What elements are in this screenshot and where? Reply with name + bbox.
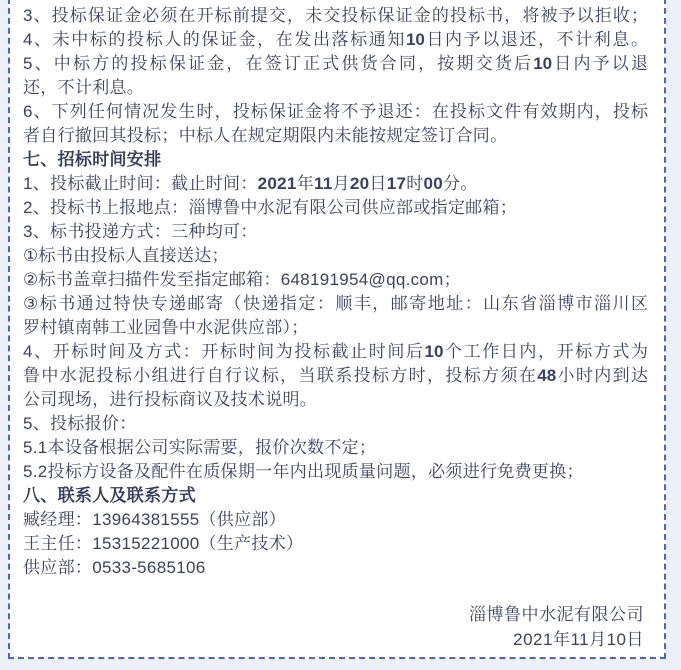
text-segment: 王主任：15315221000（生产技术） <box>23 534 304 553</box>
document-lines <box>23 4 648 580</box>
text-line <box>23 100 648 124</box>
text-segment: 5.1本设备根据公司实际需要，报价次数不定； <box>23 438 377 457</box>
text-line <box>23 196 648 220</box>
text-segment: 者自行撤回其投标；中标人在规定期限内未能按规定签订合同。 <box>23 126 508 145</box>
signature-block <box>23 602 648 652</box>
text-segment: 11 <box>314 174 333 193</box>
text-line <box>23 556 648 580</box>
text-segment: ①标书由投标人直接送达； <box>23 246 229 265</box>
text-segment: 10 <box>424 342 444 361</box>
text-segment: 20 <box>349 174 370 193</box>
text-segment: 2、投标书上报地点：淄博鲁中水泥有限公司供应部或指定邮箱； <box>23 198 518 217</box>
text-segment: 日 <box>369 174 387 193</box>
text-segment: 6、下列任何情况发生时，投标保证金将不予退还：在投标文件有效期内，投标 <box>23 102 648 121</box>
text-line <box>23 124 648 148</box>
text-segment: 4、未中标的投标人的保证金，在发出落标通知 <box>23 30 406 49</box>
text-segment: 10 <box>405 30 425 49</box>
text-segment: 罗村镇南韩工业园鲁中水泥供应部）； <box>23 318 309 337</box>
text-line <box>23 532 648 556</box>
text-line <box>23 4 648 28</box>
text-segment: 4、开标时间及方式：开标时间为投标截止时间后 <box>23 342 425 361</box>
text-segment: ②标书盖章扫描件发至指定邮箱：648191954@qq.com； <box>23 270 461 289</box>
text-segment: 1、投标截止时间：截止时间： <box>23 174 258 193</box>
text-line <box>23 340 648 364</box>
text-line <box>23 292 648 316</box>
document-paper <box>8 0 666 659</box>
text-line <box>23 316 648 340</box>
text-segment: 八、联系人及联系方式 <box>23 486 196 505</box>
text-segment: 臧经理：13964381555（供应部） <box>23 510 286 529</box>
text-line <box>23 220 648 244</box>
text-line <box>23 244 648 268</box>
text-line <box>23 412 648 436</box>
text-segment: 时 <box>406 174 424 193</box>
text-segment: ③标书通过特快专递邮寄（快递指定：顺丰，邮寄地址：山东省淄博市淄川区 <box>23 294 648 313</box>
text-segment: 48 <box>537 366 557 385</box>
text-segment: 5、中标方的投标保证金，在签订正式供货合同，按期交货后 <box>23 54 534 73</box>
text-segment: 鲁中水泥投标小组进行自行议标，当联系投标方时，投标方须在 <box>23 366 538 385</box>
text-segment: 17 <box>386 174 407 193</box>
text-segment: 00 <box>423 174 444 193</box>
text-line <box>23 76 648 100</box>
text-segment: 七、招标时间安排 <box>23 150 162 169</box>
text-segment: 5、投标报价： <box>23 414 137 433</box>
text-segment: 3、标书投递方式：三种均可： <box>23 222 258 241</box>
text-segment: 小时内到达 <box>556 366 648 385</box>
text-line <box>23 508 648 532</box>
text-segment: 年 <box>296 174 314 193</box>
text-segment: 月 <box>332 174 350 193</box>
text-segment: 3、投标保证金必须在开标前提交，未交投标保证金的投标书，将被予以拒收； <box>23 6 648 25</box>
text-line <box>23 52 648 76</box>
signature-company: 淄博鲁中水泥有限公司 <box>469 605 644 624</box>
text-line <box>23 364 648 388</box>
text-segment: 还，不计利息。 <box>23 78 145 97</box>
text-segment: 10 <box>533 54 553 73</box>
text-segment: 公司现场，进行投标商议及技术说明。 <box>23 390 318 409</box>
text-segment: 个工作日内，开标方式为 <box>443 342 648 361</box>
text-segment: 供应部：0533-5685106 <box>23 558 206 577</box>
section-heading <box>23 148 648 172</box>
text-line <box>23 436 648 460</box>
text-line <box>23 28 648 52</box>
text-line <box>23 172 648 196</box>
text-segment: 日内予以退 <box>552 54 648 73</box>
text-segment: 分。 <box>443 174 478 193</box>
text-segment: 2021 <box>257 174 297 193</box>
section-heading <box>23 484 648 508</box>
text-line <box>23 460 648 484</box>
text-line <box>23 388 648 412</box>
text-segment: 日内予以退还，不计利息。 <box>424 30 648 49</box>
signature-date: 2021年11月10日 <box>513 630 644 649</box>
text-line <box>23 268 648 292</box>
text-segment: 5.2投标方设备及配件在质保期一年内出现质量问题，必须进行免费更换； <box>23 462 584 481</box>
